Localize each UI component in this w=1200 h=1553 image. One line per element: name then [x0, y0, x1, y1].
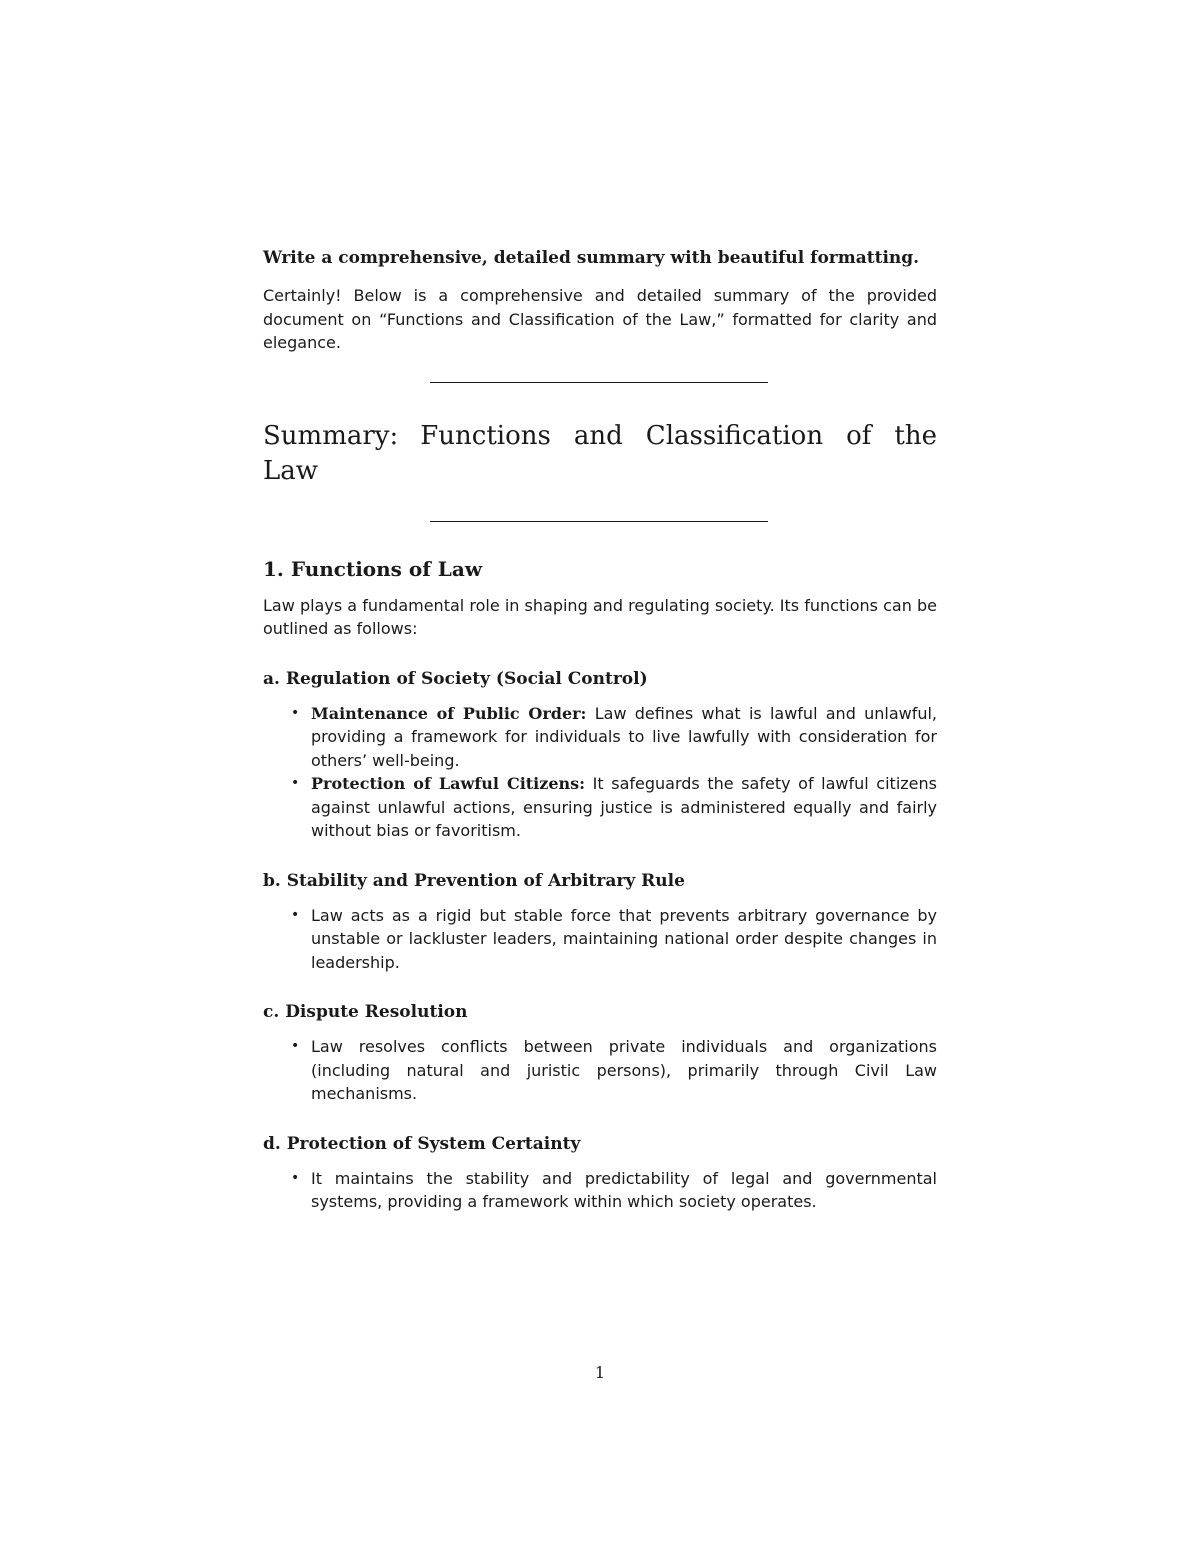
title-lead: Summary: [263, 420, 399, 451]
list-item [263, 1167, 937, 1214]
bullet-icon: • [291, 906, 300, 923]
prompt-text: Write a comprehensive, detailed summary with beautiful formatting. [263, 248, 920, 268]
bullet-icon: • [291, 775, 300, 791]
subsection-heading-certainty: d. Protection of System Certainty [263, 1133, 581, 1154]
list-item [263, 702, 937, 773]
item-text: Law defines what is lawful and unlawful, providing a framework for individuals to live lawfully with consideration for others’ well-being. [311, 703, 938, 770]
item-term: Maintenance of Public Order: [311, 703, 587, 723]
page-number: 1 [594, 1363, 606, 1382]
item-text: It maintains the stability and predictability of legal and governmental systems, providing a framework within which society operates. [311, 1168, 937, 1211]
horizontal-rule [430, 521, 768, 522]
subsection-heading-regulation: a. Regulation of Society (Social Control) [263, 668, 648, 689]
subsection-heading-stability: b. Stability and Prevention of Arbitrary Rule [263, 870, 685, 891]
bullet-list-regulation [263, 702, 937, 843]
bullet-icon: • [291, 1169, 300, 1186]
item-text: Law acts as a rigid but stable force that prevents arbitrary governance by unstable or lackluster leaders, maintaining national order despite changes in leadership. [311, 905, 937, 972]
list-item [263, 904, 937, 975]
item-term: Protection of Lawful Citizens: [311, 774, 586, 793]
list-item [263, 1035, 937, 1106]
intro-paragraph: Certainly! Below is a comprehensive and detailed summary of the provided document on “Functions and Classification of the Law,” formatted for clarity and elegance. [263, 286, 937, 352]
document-page [263, 246, 937, 1214]
section-intro-paragraph: Law plays a fundamental role in shaping and regulating society. Its functions can be outlined as follows: [263, 595, 937, 638]
bullet-list-stability [263, 904, 937, 975]
list-item [263, 772, 937, 843]
item-text: Law resolves conflicts between private individuals and organizations (including natural and juristic persons), primarily through Civil Law mechanisms. [311, 1037, 937, 1103]
item-text: It safeguards the safety of lawful citizens against unlawful actions, ensuring justice is administered equally and fairly without bias or favoritism. [311, 774, 937, 840]
bullet-icon: • [291, 1038, 300, 1054]
bullet-list-certainty [263, 1167, 937, 1214]
section-heading-functions: 1. Functions of Law [263, 556, 483, 581]
document-title [263, 419, 937, 489]
title-rest: Functions and Classification of the Law [263, 420, 937, 486]
subsection-heading-dispute: c. Dispute Resolution [263, 1002, 468, 1022]
bullet-icon: • [291, 704, 300, 721]
bullet-list-dispute [263, 1035, 937, 1106]
horizontal-rule [430, 382, 768, 383]
